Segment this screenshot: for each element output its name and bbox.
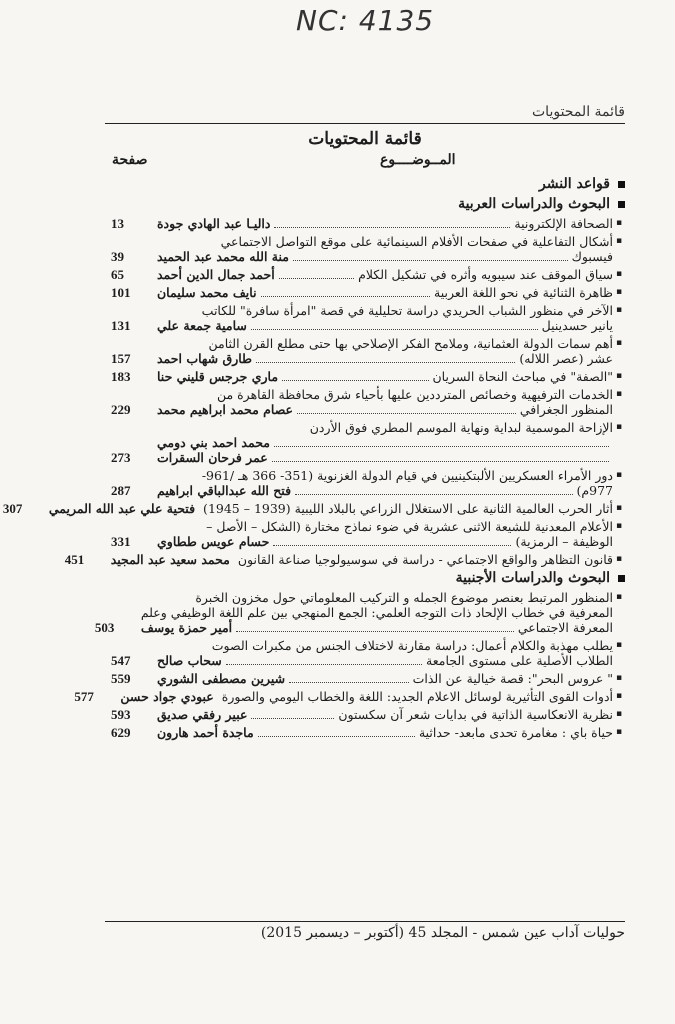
toc-entry-title: " عروس البحر": قصة خيالية عن الذات (412, 671, 613, 686)
toc-entry-title: أشكال التفاعلية في صفحات الأفلام السينمائية على موقع التواصل الاجتماعي (220, 234, 613, 249)
bullet-icon: ▪ (615, 305, 623, 315)
square-bullet-icon (618, 575, 625, 582)
bullet-icon: ▪ (615, 691, 623, 701)
toc-entry-title: أهم سمات الدولة العثمانية، وملامح الفكر الإصلاحي بها حتى مطلع القرن الثامن (208, 336, 613, 351)
column-header-subject: المــوضــــوع (380, 152, 456, 168)
toc-entry-page: 503 (94, 620, 115, 635)
toc-entry-title: الصحافة الإلكترونية (514, 216, 613, 231)
bullet-icon: ▪ (615, 640, 623, 650)
toc-entry-body (157, 519, 613, 549)
toc-entry-body (49, 501, 613, 516)
toc-entry-title: الإزاحة الموسمية لبداية ونهاية الموسم المطري فوق الأردن (309, 420, 613, 435)
toc-entry-page: 307 (2, 501, 23, 516)
section-heading-label: البحوث والدراسات العربية (458, 196, 610, 212)
toc-entry-body (157, 216, 613, 231)
toc-entry-body (157, 468, 613, 498)
top-rule (105, 123, 625, 124)
dot-leader (295, 484, 572, 495)
section-heading (105, 570, 625, 586)
toc-entry (105, 725, 625, 740)
toc-entry-line (157, 402, 613, 417)
toc-entry-line (157, 234, 613, 249)
toc-entry-page: 183 (111, 369, 131, 384)
toc-entry-line (157, 216, 613, 231)
toc-entry (74, 689, 625, 704)
bullet-icon: ▪ (615, 269, 623, 279)
square-bullet-icon (618, 181, 625, 188)
dot-leader (297, 403, 516, 414)
toc-entry-line (111, 552, 613, 567)
toc-entry-author: أحمد جمال الدين أحمد (157, 267, 275, 282)
toc-entry (94, 590, 625, 635)
toc-entry-body (157, 671, 613, 686)
dot-leader (273, 535, 511, 546)
bullet-icon: ▪ (615, 727, 623, 737)
dot-leader (236, 621, 514, 632)
toc-entry-author: فتح الله عبدالباقي ابراهيم (157, 483, 292, 498)
dot-leader (251, 319, 538, 330)
dot-leader (289, 672, 409, 683)
toc-entry-page: 577 (74, 689, 94, 704)
bullet-icon: ▪ (615, 554, 623, 564)
toc-entry-title: أثار الحرب العالمية الثانية على الاستغلال الزراعي بالبلاد الليبية (1939 – 1945) (203, 501, 613, 516)
toc-entry-title: الآخر في منظور الشباب الحريدي دراسة تحليلية في قصة "امرأة سافرة" للكاتب (201, 303, 613, 318)
toc-entry (105, 369, 625, 384)
toc-entry-author: حسام عويس ططاوي (157, 534, 270, 549)
section-heading (105, 196, 625, 212)
toc-entry-page: 331 (111, 534, 131, 549)
toc-entry-body (157, 267, 613, 282)
dot-leader (293, 250, 568, 261)
dot-leader (258, 726, 415, 737)
toc-entry-title: دور الأمراء العسكريين الألبتكينيين في قيام الدولة الغزنوية (351- 366 هـ /961- (201, 468, 613, 483)
bullet-icon: ▪ (615, 371, 623, 381)
toc-entry-line (157, 318, 613, 333)
toc-entry-author: سحاب صالح (157, 653, 222, 668)
toc-entry-body (120, 689, 613, 704)
toc-entry-title: فيسبوك (571, 249, 613, 264)
toc-entry-page: 547 (111, 653, 131, 668)
toc-entry-body (157, 369, 613, 384)
bullet-icon: ▪ (615, 521, 623, 531)
toc-entry-title: المعرفة الاجتماعي (517, 620, 613, 635)
toc-title: قائمة المحتويات (308, 129, 422, 149)
toc-entry-page: 451 (64, 552, 85, 567)
dot-leader (274, 436, 609, 447)
toc-entry-line (157, 285, 613, 300)
toc-entry-line (157, 671, 613, 686)
dot-leader (251, 708, 334, 719)
toc-entry-line (157, 336, 613, 351)
toc-entry-line (157, 519, 613, 534)
bullet-icon: ▪ (615, 592, 623, 602)
column-header-page: صفحة (112, 152, 148, 168)
bullet-icon: ▪ (615, 709, 623, 719)
toc-entry-title: الأعلام المعدنية للشيعة الاثنى عشرية في ضوء نماذج مختارة (الشكل – الأصل – (206, 519, 613, 534)
toc-entry-line (157, 638, 613, 653)
toc-entry-title: أدوات القوى التأثيرية لوسائل الاعلام الجديد: اللغة والخطاب اليومي والصورة (221, 689, 613, 704)
toc-entry-body (157, 234, 613, 264)
bullet-icon: ▪ (615, 503, 623, 513)
toc-entry-title: حياة باي : مغامرة تحدى مابعد- حداثية (418, 725, 613, 740)
toc-entry-author: داليـا عبد الهادي جودة (157, 216, 271, 231)
toc-entry-body (157, 336, 613, 366)
toc-entry-line (157, 534, 613, 549)
toc-entry-line (157, 450, 613, 465)
bottom-rule (105, 921, 625, 922)
toc-entry-title: الوظيفة – الرمزية) (515, 534, 613, 549)
toc-entry-line (157, 420, 613, 435)
toc-entry (64, 552, 625, 567)
toc-entry (105, 519, 625, 549)
bullet-icon: ▪ (615, 389, 623, 399)
toc-entry-page: 157 (111, 351, 131, 366)
section-heading-label: البحوث والدراسات الأجنبية (455, 570, 610, 586)
toc-entry-line (157, 369, 613, 384)
toc-entry-author: منة الله محمد عبد الحميد (157, 249, 289, 264)
toc-entry-page: 131 (111, 318, 131, 333)
toc-entry-body (157, 303, 613, 333)
toc-entry-page: 629 (111, 725, 131, 740)
toc-entry-line (157, 387, 613, 402)
toc-entry-title: نظرية الانعكاسية الذاتية في بدايات شعر آن سكستون (338, 707, 613, 722)
toc-entry (105, 336, 625, 366)
toc-entry-title: عشر (عصر اللاله) (519, 351, 613, 366)
toc-entry-line (157, 435, 613, 450)
toc-entry-title: يانير حسدينيل (541, 318, 613, 333)
dot-leader (261, 286, 430, 297)
dot-leader (256, 352, 515, 363)
toc-entry-line (157, 267, 613, 282)
toc-entry-line (49, 501, 613, 516)
toc-entry (105, 234, 625, 264)
toc-entry (105, 285, 625, 300)
bullet-icon: ▪ (615, 470, 623, 480)
toc-entry-author: شيرين مصطفى الشوري (157, 671, 286, 686)
toc-entry (105, 671, 625, 686)
toc-entry (105, 267, 625, 282)
toc-entry-page: 287 (111, 483, 131, 498)
dot-leader (274, 217, 510, 228)
toc-entry-line (157, 707, 613, 722)
toc-entry (105, 707, 625, 722)
toc-entry-page: 229 (111, 402, 131, 417)
toc-entry-body (157, 638, 613, 668)
bullet-icon: ▪ (615, 287, 623, 297)
toc-entry-body (141, 590, 613, 635)
toc-entry (105, 468, 625, 498)
toc-entry-body (157, 285, 613, 300)
toc-entry-line (157, 351, 613, 366)
toc-entry-title: ظاهرة الثنائية في نحو اللغة العربية (434, 285, 613, 300)
bullet-icon: ▪ (615, 673, 623, 683)
handwritten-stamp: NC: 4135 (296, 4, 435, 37)
toc-entry-author: عبودي جواد حسن (120, 689, 214, 704)
toc-entry-author: عمر فرحان السقرات (157, 450, 268, 465)
toc-entry (105, 387, 625, 417)
toc-entry-line (157, 725, 613, 740)
toc-entry-title: 977م) (576, 483, 613, 498)
section-heading (105, 176, 625, 192)
toc-entry-line (120, 689, 613, 704)
toc-entry-page: 65 (111, 267, 124, 282)
dot-leader (282, 370, 428, 381)
toc-entry-page: 593 (111, 707, 131, 722)
toc-entry-line (157, 249, 613, 264)
dot-leader (226, 654, 422, 665)
toc-entry-author: محمد سعيد عبد المجيد (110, 552, 230, 567)
section-heading-label: قواعد النشر (539, 176, 610, 192)
toc-entry-author: فتحية علي عبد الله المريمي (48, 501, 196, 516)
toc-entry-title: المعرفية في خطاب الإلحاد ذات التوجه العلمي: الجمع المنهجي بين علم اللغة الوظيفي وعلم (140, 605, 613, 620)
bullet-icon: ▪ (615, 338, 623, 348)
toc-entry-title: "الصفة" في مباحث النحاة السريان (432, 369, 613, 384)
toc-entry-title: الخدمات الترفيهية وخصائص المترددين عليها بأحياء شرق محافظة القاهرة من (216, 387, 613, 402)
toc-entry (105, 216, 625, 231)
table-of-contents (2, 174, 625, 743)
toc-entry-line (157, 468, 613, 483)
toc-entry-author: أمير حمزة يوسف (140, 620, 233, 635)
toc-entry-title: الطلاب الأصلية على مستوى الجامعة (426, 653, 613, 668)
toc-entry-body (157, 387, 613, 417)
toc-entry-page: 13 (111, 216, 124, 231)
toc-entry-line (157, 483, 613, 498)
bullet-icon: ▪ (615, 236, 623, 246)
toc-entry (2, 501, 625, 516)
toc-entry-title: يطلب مهذبة والكلام أعمال: دراسة مقارنة لاختلاف الجنس من مكبرات الصوت (211, 638, 613, 653)
toc-entry-line (141, 620, 613, 635)
toc-entry-author: ماري جرجس قليني حنا (157, 369, 279, 384)
toc-entry-body (157, 725, 613, 740)
toc-entry (105, 420, 625, 465)
toc-entry-author: نايف محمد سليمان (157, 285, 257, 300)
toc-entry-title: قانون التظاهر والواقع الاجتماعي - دراسة في سوسيولوجيا صناعة القانون (237, 552, 613, 567)
toc-entry-page: 101 (111, 285, 131, 300)
toc-entry-page: 39 (111, 249, 124, 264)
toc-entry-line (157, 303, 613, 318)
toc-entry-title: المنظور المرتبط بعنصر موضوع الجمله و التركيب المعلوماتي حول مخزون الخبرة (195, 590, 613, 605)
toc-entry-title: سياق الموقف عند سيبويه وأثره في تشكيل الكلام (358, 267, 613, 282)
running-head: قائمة المحتويات (532, 104, 625, 120)
dot-leader (279, 268, 354, 279)
page-footer: حوليات آداب عين شمس - المجلد 45 (أكتوبر – ديسمبر 2015) (260, 925, 625, 941)
toc-entry-line (157, 653, 613, 668)
bullet-icon: ▪ (615, 422, 623, 432)
toc-entry-author: سامية جمعة علي (157, 318, 247, 333)
toc-entry-body (111, 552, 613, 567)
toc-entry-line (141, 590, 613, 605)
toc-entry-line (141, 605, 613, 620)
bullet-icon: ▪ (615, 218, 623, 228)
toc-entry-page: 559 (111, 671, 131, 686)
toc-entry-body (157, 707, 613, 722)
toc-entry-title: المنظور الجغرافي (519, 402, 613, 417)
toc-entry-body (157, 420, 613, 465)
toc-entry-author: عبير رفقي صديق (157, 707, 248, 722)
toc-entry-author: ماجدة أحمد هارون (157, 725, 254, 740)
toc-entry-author: محمد احمد بني دومي (157, 435, 270, 450)
dot-leader (272, 451, 609, 462)
toc-entry-author: طارق شهاب احمد (157, 351, 252, 366)
toc-entry (105, 638, 625, 668)
toc-entry (105, 303, 625, 333)
toc-entry-page: 273 (111, 450, 131, 465)
toc-entry-author: عصام محمد ابراهيم محمد (157, 402, 294, 417)
square-bullet-icon (618, 201, 625, 208)
